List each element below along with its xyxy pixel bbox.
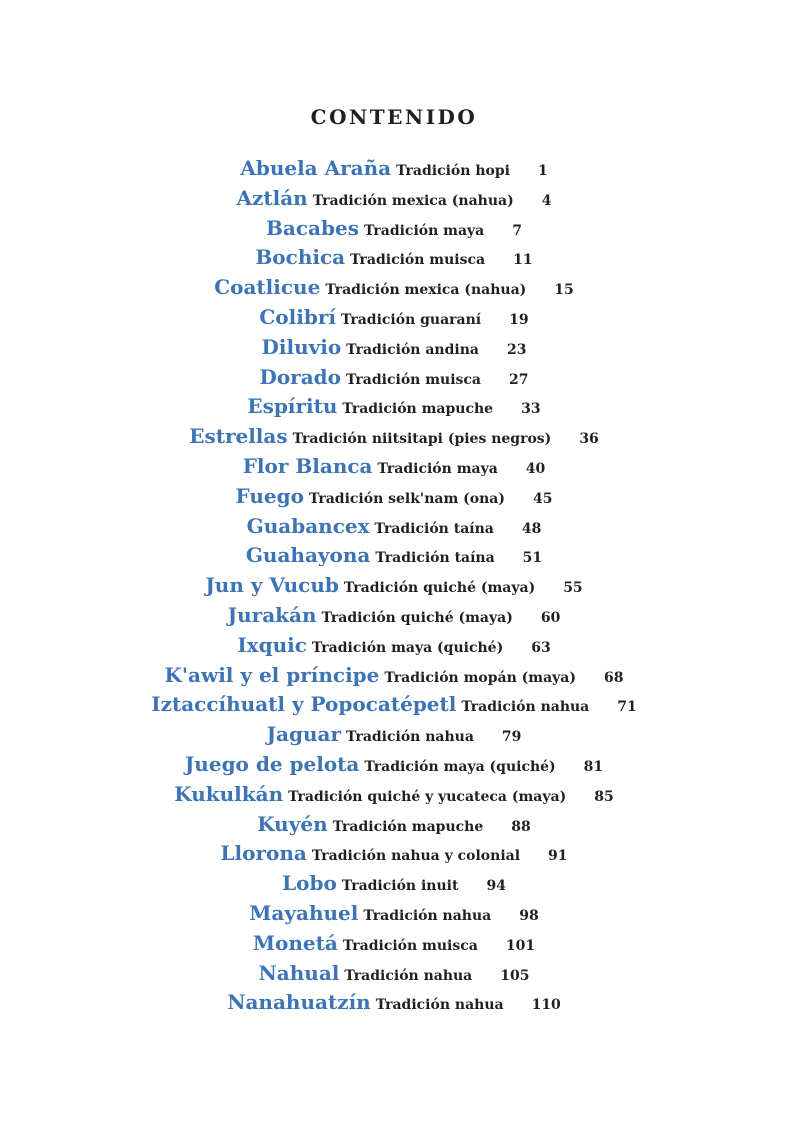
entry-title: Diluvio xyxy=(261,334,342,359)
entry-tradition: Tradición mexica (nahua) xyxy=(312,192,514,209)
toc-entry xyxy=(0,394,788,424)
entry-title: Aztlán xyxy=(236,185,308,210)
toc-entry xyxy=(0,603,788,633)
toc-entry xyxy=(0,692,788,722)
entry-page-number: 81 xyxy=(583,758,604,775)
toc-entry xyxy=(0,931,788,961)
toc-entry xyxy=(0,216,788,246)
entry-tradition: Tradición guaraní xyxy=(340,311,482,328)
entry-title: Monetá xyxy=(252,930,338,955)
entry-page-number: 11 xyxy=(513,252,533,269)
entry-title: Bochica xyxy=(255,245,346,270)
entry-tradition: Tradición taína xyxy=(374,520,494,537)
toc-entry xyxy=(0,961,788,991)
entry-tradition: Tradición mapuche xyxy=(342,401,494,418)
entry-page-number: 23 xyxy=(506,341,527,358)
entry-tradition: Tradición mexica (nahua) xyxy=(325,282,527,299)
entry-tradition: Tradición muisca xyxy=(346,371,481,388)
entry-page-number: 71 xyxy=(617,699,637,716)
entry-page-number: 7 xyxy=(512,222,522,239)
entry-page-number: 4 xyxy=(541,192,552,209)
entry-page-number: 27 xyxy=(509,371,529,388)
entry-page-number: 63 xyxy=(531,639,551,656)
entry-title: Bacabes xyxy=(266,215,359,240)
entry-tradition: Tradición nahua xyxy=(375,997,504,1014)
entry-page-number: 91 xyxy=(548,848,568,865)
entry-page-number: 48 xyxy=(521,520,542,537)
toc-entry xyxy=(0,543,788,573)
entry-tradition: Tradición andina xyxy=(346,341,479,358)
entry-title: Nanahuatzín xyxy=(227,990,371,1015)
entry-tradition: Tradición quiché (maya) xyxy=(343,580,536,597)
entry-title: Abuela Araña xyxy=(240,156,392,180)
toc-entry xyxy=(0,752,788,782)
toc-entry xyxy=(0,365,788,395)
entry-tradition: Tradición nahua xyxy=(461,699,590,716)
toc-entry xyxy=(0,514,788,544)
entry-tradition: Tradición quiché y yucateca (maya) xyxy=(288,788,567,805)
entry-title: Jurakán xyxy=(227,602,317,627)
toc-entry xyxy=(0,484,788,514)
toc-entry xyxy=(0,573,788,603)
entry-page-number: 51 xyxy=(522,550,543,567)
entry-tradition: Tradición mapuche xyxy=(332,818,484,835)
toc-entry xyxy=(0,722,788,752)
entry-page-number: 88 xyxy=(511,818,531,835)
entry-title: Nahual xyxy=(258,960,340,985)
entry-page-number: 55 xyxy=(563,580,583,597)
table-of-contents xyxy=(0,156,788,1020)
entry-page-number: 98 xyxy=(519,907,539,924)
entry-title: Guahayona xyxy=(245,543,371,568)
toc-entry xyxy=(0,156,788,186)
entry-title: Mayahuel xyxy=(249,900,359,925)
entry-tradition: Tradición maya xyxy=(363,222,485,239)
entry-title: Lobo xyxy=(282,871,337,896)
entry-tradition: Tradición niitsitapi (pies negros) xyxy=(292,431,552,448)
entry-title: Llorona xyxy=(220,841,307,866)
entry-tradition: Tradición selk'nam (ona) xyxy=(308,490,505,507)
toc-entry xyxy=(0,454,788,484)
entry-tradition: Tradición nahua xyxy=(346,729,474,746)
entry-page-number: 33 xyxy=(521,401,541,418)
entry-title: Ixquic xyxy=(237,632,307,657)
toc-entry xyxy=(0,186,788,216)
entry-page-number: 68 xyxy=(603,669,624,686)
entry-title: Kuyén xyxy=(257,811,328,836)
entry-title: K'awil y el príncipe xyxy=(164,662,380,687)
entry-page-number: 19 xyxy=(509,311,529,328)
toc-entry xyxy=(0,901,788,931)
page-title: CONTENIDO xyxy=(310,105,478,129)
entry-title: Iztaccíhuatl y Popocatépetl xyxy=(151,692,457,717)
entry-page-number: 101 xyxy=(505,937,536,954)
entry-page-number: 79 xyxy=(501,729,522,746)
entry-title: Dorado xyxy=(259,364,342,389)
entry-title: Espíritu xyxy=(247,394,338,419)
entry-page-number: 94 xyxy=(486,878,506,895)
entry-page-number: 110 xyxy=(531,997,561,1014)
toc-entry xyxy=(0,990,788,1020)
entry-tradition: Tradición taína xyxy=(375,550,495,567)
entry-title: Juego de pelota xyxy=(184,751,360,776)
toc-entry xyxy=(0,663,788,693)
toc-entry xyxy=(0,335,788,365)
entry-tradition: Tradición maya (quiché) xyxy=(364,758,556,775)
entry-page-number: 45 xyxy=(533,490,553,507)
entry-title: Kukulkán xyxy=(174,781,284,806)
entry-tradition: Tradición maya xyxy=(377,460,498,477)
entry-page-number: 105 xyxy=(500,967,530,984)
entry-title: Coatlicue xyxy=(214,275,321,300)
toc-entry xyxy=(0,812,788,842)
entry-title: Flor Blanca xyxy=(242,453,373,478)
toc-entry xyxy=(0,871,788,901)
entry-page-number: 40 xyxy=(525,460,546,477)
toc-entry xyxy=(0,245,788,275)
toc-entry xyxy=(0,275,788,305)
entry-tradition: Tradición inuit xyxy=(341,878,459,895)
entry-tradition: Tradición hopi xyxy=(396,163,510,179)
entry-title: Guabancex xyxy=(246,513,370,538)
toc-entry xyxy=(0,841,788,871)
entry-tradition: Tradición nahua xyxy=(363,907,492,924)
toc-entry xyxy=(0,305,788,335)
entry-page-number: 60 xyxy=(540,609,561,626)
entry-tradition: Tradición nahua xyxy=(344,967,473,984)
toc-entry xyxy=(0,782,788,812)
entry-title: Jaguar xyxy=(266,722,342,747)
entry-title: Colibrí xyxy=(259,304,336,329)
toc-entry xyxy=(0,424,788,454)
entry-page-number: 85 xyxy=(594,788,614,805)
entry-page-number: 36 xyxy=(579,431,599,448)
entry-tradition: Tradición mopán (maya) xyxy=(384,669,576,686)
toc-entry xyxy=(0,633,788,663)
entry-title: Estrellas xyxy=(189,424,288,449)
entry-title: Fuego xyxy=(235,483,304,508)
entry-tradition: Tradición quiché (maya) xyxy=(321,609,513,626)
entry-tradition: Tradición nahua y colonial xyxy=(311,848,521,865)
entry-page-number: 1 xyxy=(537,163,548,179)
entry-tradition: Tradición muisca xyxy=(342,937,478,954)
entry-tradition: Tradición muisca xyxy=(350,252,486,269)
entry-tradition: Tradición maya (quiché) xyxy=(311,639,504,656)
entry-title: Jun y Vucub xyxy=(205,573,339,598)
entry-page-number: 15 xyxy=(554,282,574,299)
